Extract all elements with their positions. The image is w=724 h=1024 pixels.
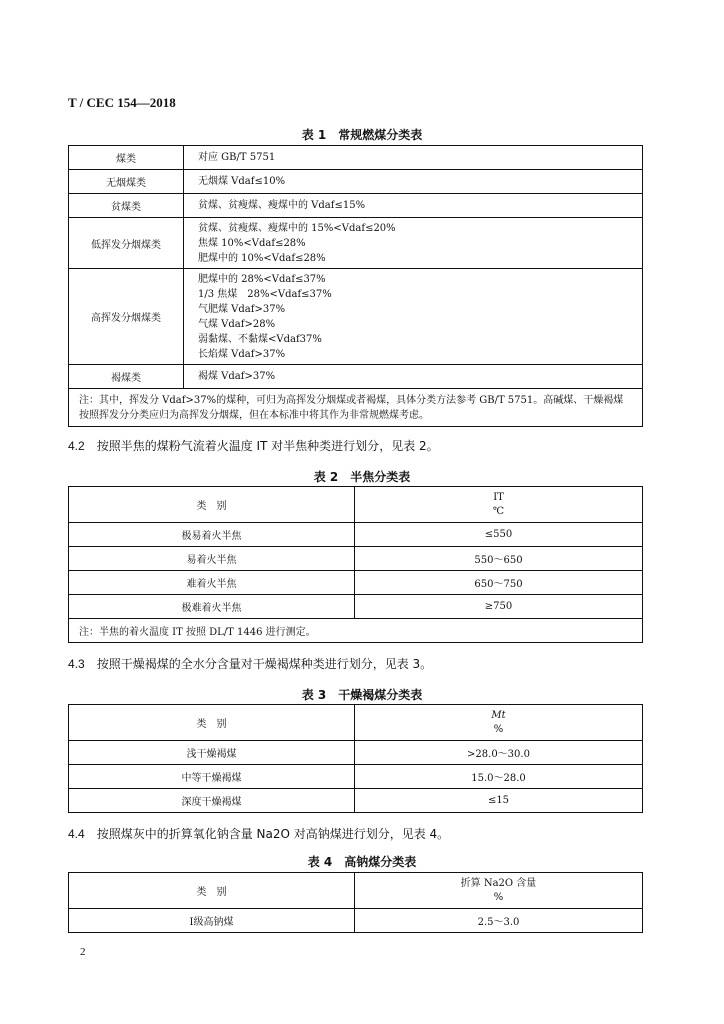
clause-4-2	[68, 437, 439, 454]
clause-text: 按照干燥褐煤的全水分含量对干燥褐煤种类进行划分，见表 3。	[96, 657, 433, 671]
table4-row-value: 2.5～3.0	[355, 909, 643, 933]
table1-row-criteria: 褐煤 Vdaf>37%	[184, 365, 643, 389]
table1-row-label: 褐煤类	[69, 365, 184, 389]
table4-caption: 表 4 高钠煤分类表	[307, 855, 417, 869]
table-row	[69, 595, 643, 619]
table2-header-category: 类 别	[69, 487, 355, 523]
table2-header-row	[69, 487, 643, 523]
clause-4-4	[68, 825, 449, 842]
clause-number: 4.4	[68, 827, 85, 841]
table-row	[69, 789, 643, 813]
table2-row-label: 难着火半焦	[69, 571, 355, 595]
table2-note: 注：半焦的着火温度 IT 按照 DL/T 1446 进行测定。	[69, 619, 643, 643]
table2-row-value: ≤550	[355, 523, 643, 547]
table4-header-value: 折算 Na2O 含量 %	[355, 873, 643, 909]
table1-note-row	[69, 389, 643, 427]
table1-coal-classification	[68, 145, 643, 427]
table-row	[69, 741, 643, 765]
table3-row-value: ≤15	[355, 789, 643, 813]
table2-row-value: 550～650	[355, 547, 643, 571]
table-row	[69, 523, 643, 547]
table1-header-row	[69, 146, 643, 170]
table1-row-criteria: 贫煤、贫瘦煤、瘦煤中的 15%<Vdaf≤20% 焦煤 10%<Vdaf≤28% 肥煤中的 10%<Vdaf≤28%	[184, 218, 643, 269]
table3-header-value: Mt %	[355, 705, 643, 741]
table4-header-row	[69, 873, 643, 909]
table-row	[69, 170, 643, 194]
table2-row-label: 极难着火半焦	[69, 595, 355, 619]
table3-row-label: 深度干燥褐煤	[69, 789, 355, 813]
table3-row-label: 中等干燥褐煤	[69, 765, 355, 789]
table2-row-label: 易着火半焦	[69, 547, 355, 571]
clause-text: 按照煤灰中的折算氧化钠含量 Na2O 对高钠煤进行划分，见表 4。	[96, 827, 450, 841]
table2-note-row	[69, 619, 643, 643]
table1-caption: 表 1 常规燃煤分类表	[301, 128, 423, 142]
clause-number: 4.3	[68, 657, 85, 671]
table-row	[69, 765, 643, 789]
table1-header-coal-type: 煤类	[69, 146, 184, 170]
table2-row-label: 极易着火半焦	[69, 523, 355, 547]
table-row	[69, 194, 643, 218]
table2-caption: 表 2 半焦分类表	[313, 470, 411, 484]
table-row	[69, 269, 643, 365]
page-number: 2	[80, 946, 86, 958]
table3-row-value: 15.0～28.0	[355, 765, 643, 789]
table3-dried-lignite-classification	[68, 704, 643, 813]
table2-row-value: 650～750	[355, 571, 643, 595]
table1-row-label: 高挥发分烟煤类	[69, 269, 184, 365]
document-code: T / CEC 154—2018	[68, 95, 176, 110]
table2-row-value: ≥750	[355, 595, 643, 619]
table1-row-label: 低挥发分烟煤类	[69, 218, 184, 269]
table4-row-label: Ⅰ级高钠煤	[69, 909, 355, 933]
table1-row-label: 贫煤类	[69, 194, 184, 218]
table-row	[69, 365, 643, 389]
table1-row-criteria: 贫煤、贫瘦煤、瘦煤中的 Vdaf≤15%	[184, 194, 643, 218]
table4-high-sodium-classification	[68, 872, 643, 933]
table1-note: 注：其中，挥发分 Vdaf>37%的煤种，可归为高挥发分烟煤或者褐煤，具体分类方法参考 GB/T 5751。高碱煤、干燥褐煤按照挥发分分类应归为高挥发分烟煤，但在本标准中将其作为非常规燃煤考虑。	[69, 389, 643, 427]
table-row	[69, 218, 643, 269]
clause-text: 按照半焦的煤粉气流着火温度 IT 对半焦种类进行划分，见表 2。	[96, 439, 439, 453]
clause-4-3	[68, 655, 432, 672]
table3-caption: 表 3 干燥褐煤分类表	[301, 688, 423, 702]
table3-header-category: 类 别	[69, 705, 355, 741]
table4-header-category: 类 别	[69, 873, 355, 909]
table3-row-value: >28.0～30.0	[355, 741, 643, 765]
table2-semicoke-classification	[68, 486, 643, 643]
table1-row-criteria: 肥煤中的 28%<Vdaf≤37% 1/3 焦煤 28%<Vdaf≤37% 气肥煤 Vdaf>37% 气煤 Vdaf>28% 弱黏煤、不黏煤<Vdaf37% 长焰煤 Vdaf>37%	[184, 269, 643, 365]
table-row	[69, 909, 643, 933]
table-row	[69, 547, 643, 571]
table2-header-value: IT ℃	[355, 487, 643, 523]
table1-header-standard: 对应 GB/T 5751	[184, 146, 643, 170]
table1-row-label: 无烟煤类	[69, 170, 184, 194]
clause-number: 4.2	[68, 439, 85, 453]
table3-header-row	[69, 705, 643, 741]
table-row	[69, 571, 643, 595]
table1-row-criteria: 无烟煤 Vdaf≤10%	[184, 170, 643, 194]
table3-row-label: 浅干燥褐煤	[69, 741, 355, 765]
